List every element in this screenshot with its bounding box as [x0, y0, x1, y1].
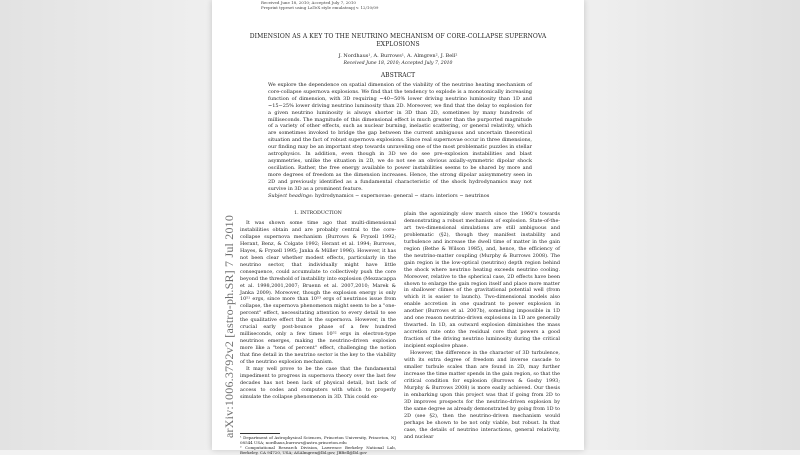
- right-column: [404, 211, 560, 451]
- left-column: [240, 220, 396, 432]
- preprint-typeset-line: Preprint typeset using LaTeX style emulateapj v. 12/10/09: [261, 5, 379, 10]
- intro-paragraph-1: It was shown some time ago that multi-dimensional instabilities obtain and are probably central to the core-collapse supernova mechanism (Burrows & Fryxell 1992; Herant, Benz, & Colgate 1992; Herant et al. 1994; Burrows, Hayes, & Fryxell 1995; Janka & Müller 1996). However, it has not been clear whether modest effects, particularly in the neutrino sector, that individually might have little consequence, could accumulate to collectively push the core beyond the threshold of instability into explosion (Mezzacappa et al. 1998,2001,2007; Bruenn et al. 2007,2010; Marek & Janka 2009). Moreover, though the explosion energy is only 10⁵¹ ergs, since more than 10⁵³ ergs of neutrinos issue from collapse, the supernova phenomenon might seem to be a "one-percent" effect, necessitating attention to every detail to see the qualitative effect that is the supernova. However, in the crucial early post-bounce phase of a few hundred milliseconds, only a few times 10⁵² ergs in electron-type neutrinos emerges, making the neutrino-driven explosion more like a "tens of percent" effect, challenging the notion that fine detail in the neutrino sector is the key to the viability of the neutrino explosion mechanism.: [240, 220, 396, 366]
- intro-paragraph-4: However, the difference in the character of 3D turbulence, with its extra degree of freedom and inverse cascade to smaller turbule scales than are found in 2D, may further increase the time matter spends in the gain region, so that the critical condition for explosion (Burrows & Goshy 1993; Murphy & Burrows 2008) is more easily achieved. Our thesis in embarking upon this project was that if going from 2D to 3D improves prospects for the neutrino-driven explosion by the same degree as already demonstrated by going from 1D to 2D (see §2), then the neutrino-driven mechanism would perhaps be shown to be not only viable, but robust. In that case, the details of neutrino interactions, general relativity, and nuclear: [404, 350, 560, 440]
- footnote-1: ¹ Department of Astrophysical Sciences, Princeton University, Princeton, NJ 08544 USA; nordhaus,burrows@astro.princeton.edu: [240, 435, 396, 445]
- footnotes: [240, 435, 396, 455]
- viewer-background-left: [0, 0, 212, 450]
- footnote-2: ² Computational Research Division, Lawrence Berkeley National Lab, Berkeley, CA 94720, USA; ASAlmgren@lbl.gov, JBBell@lbl.gov: [240, 445, 396, 455]
- received-header-line: Received June 18, 2010; Accepted July 7, 2010: [261, 0, 356, 5]
- paper-title: DIMENSION AS A KEY TO THE NEUTRINO MECHANISM OF CORE-COLLAPSE SUPERNOVA EXPLOSIONS: [249, 33, 547, 48]
- arxiv-identifier-stamp: arXiv:1006.3792v2 [astro-ph.SR] 7 Jul 2010: [222, 214, 236, 438]
- author-list: J. Nordhaus¹, A. Burrows¹, A. Almgren², J. Bell²: [338, 53, 458, 59]
- subject-headings-text: hydrodynamics − supernovae: general − stars: interiors − neutrinos: [314, 192, 490, 199]
- subject-headings: [268, 193, 532, 200]
- abstract-block: [268, 82, 532, 199]
- preprint-header: [261, 0, 378, 10]
- paper-page: [212, 0, 584, 455]
- intro-paragraph-2: It may well prove to be the case that the fundamental impediment to progress in supernova theory over the last few decades has not been lack of physical detail, but lack of access to codes and computers with which to properly simulate the collapse phenomenon in 3D. This could ex-: [240, 366, 396, 400]
- subject-headings-label: Subject headings:: [268, 192, 314, 199]
- intro-paragraph-3: plain the agonizingly slow march since the 1960's towards demonstrating a robust mechanism of explosion. State-of-the-art two-dimensional simulations are still ambiguous and problematic (§2), though they manifest instability and turbulence and increase the dwell time of matter in the gain region (Bethe & Wilson 1985), and, hence, the efficiency of the neutrino-matter coupling (Murphy & Burrows 2008). The gain region is the low-optical (neutrino) depth region behind the shock where neutrino heating exceeds neutrino cooling. Moreover, relative to the spherical case, 2D effects have been shown to enlarge the gain region itself and place more matter in shallower climes of the gravitational potential well (from which it is easier to launch). Two-dimensional models also enable accretion in one quadrant to power explosion in another (Burrows et al. 2007b), something impossible in 1D and one reason neutrino-driven explosions in 1D are generally thwarted. In 1D, an outward explosion diminishes the mass accretion rate onto the residual core that powers a good fraction of the driving neutrino luminosity during the critical incipient explosive phase.: [404, 211, 560, 350]
- footnote-rule: [240, 433, 280, 434]
- section-heading-introduction: 1. INTRODUCTION: [294, 211, 342, 216]
- abstract-text: We explore the dependence on spatial dimension of the viability of the neutrino heating mechanism of core-collapse supernova explosions. We find that the tendency to explode is a monotonically increasing function of dimension, with 3D requiring ~40−50% lower driving neutrino luminosity than 1D and ~15−25% lower driving neutrino luminosity than 2D. Moreover, we find that the delay to explosion for a given neutrino luminosity is always shorter in 3D than 2D, sometimes by many hundreds of milliseconds. The magnitude of this dimensional effect is much greater than the purported magnitude of a variety of other effects, such as nuclear burning, inelastic scattering, or general relativity, which are sometimes invoked to bridge the gap between the current ambiguous and uncertain theoretical situation and the fact of robust supernova explosions. Since real supernovae occur in three dimensions, our finding may be an important step towards unraveling one of the most problematic puzzles in stellar astrophysics. In addition, even though in 3D we do see pre-explosion instabilities and blast asymmetries, unlike the situation in 2D, we do not see an obvious axially-symmetric dipolar shock oscillation. Rather, the free energy available to power instabilities seems to be shared by more and more degrees of freedom as the dimension increases. Hence, the strong dipolar axisymmetry seen in 2D and previously identified as a fundamental characteristic of the shock hydrodynamics may not survive in 3D as a prominent feature.: [268, 82, 532, 192]
- received-dates: Received June 18, 2010; Accepted July 7, 2010: [343, 61, 453, 66]
- viewer-background-right: [584, 0, 800, 450]
- abstract-heading: ABSTRACT: [380, 72, 416, 79]
